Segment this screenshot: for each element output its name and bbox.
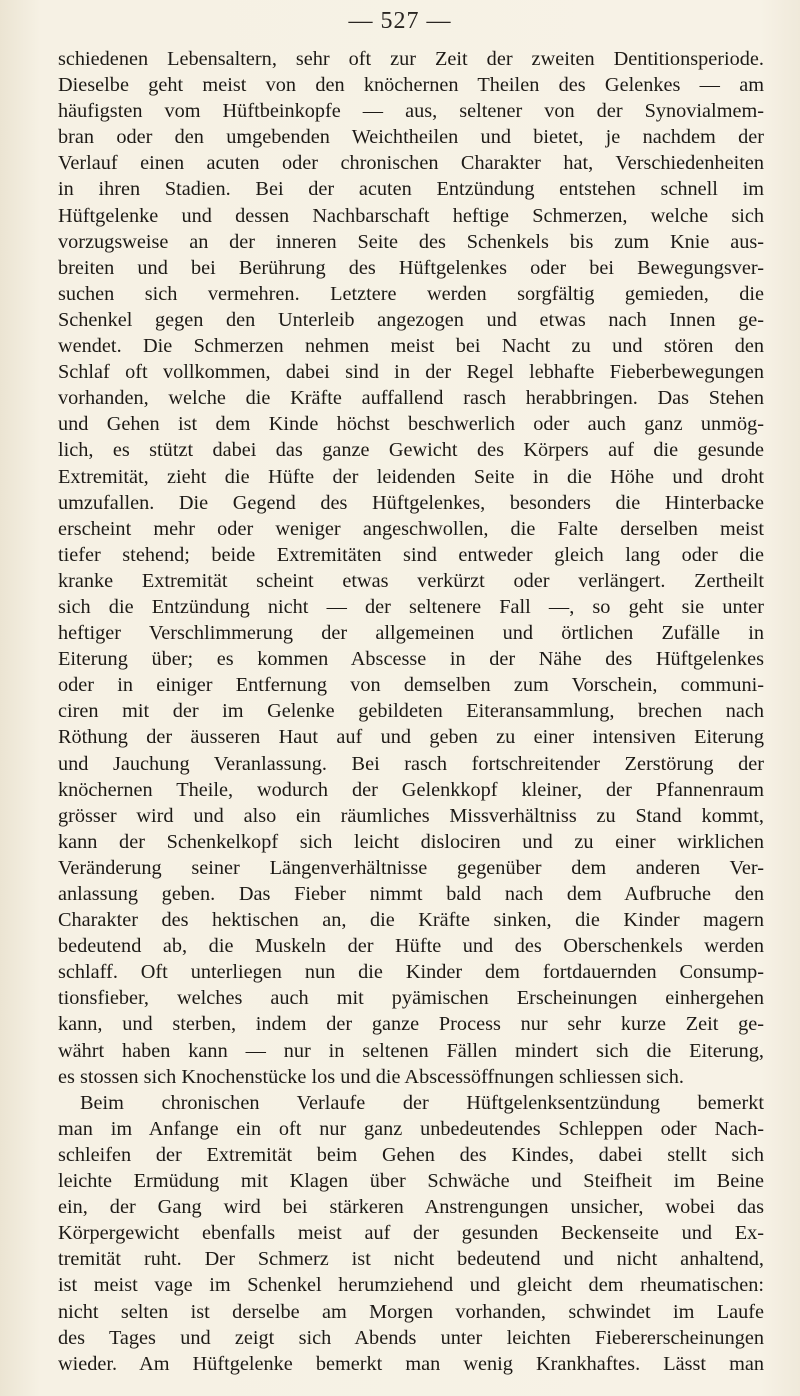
text-line: Körpergewicht ebenfalls meist auf der gesunden Beckenseite und Ex- (58, 1222, 764, 1245)
text-line: leichte Ermüdung mit Klagen über Schwäche und Steifheit im Beine (58, 1170, 764, 1193)
text-line: kann der Schenkelkopf sich leicht dislociren und zu einer wirklichen (58, 830, 764, 853)
text-line: anlassung geben. Das Fieber nimmt bald nach dem Aufbruche den (58, 883, 764, 905)
text-line: ein, der Gang wird bei stärkeren Anstrengungen unsicher, wobei das (58, 1196, 764, 1219)
text-line: wendet. Die Schmerzen nehmen meist bei Nacht zu und stören den (58, 335, 764, 358)
text-line: heftiger Verschlimmerung der allgemeinen und örtlichen Zufälle in (58, 622, 764, 645)
text-line: umzufallen. Die Gegend des Hüftgelenkes, besonders die Hinterbacke (58, 491, 764, 514)
text-line: tremität ruht. Der Schmerz ist nicht bedeutend und nicht anhaltend, (58, 1248, 764, 1271)
text-line: häufigsten vom Hüftbeinkopfe — aus, seltener von der Synovialmem- (58, 100, 764, 123)
text-line: tiefer stehend; beide Extremitäten sind entweder gleich lang oder die (58, 543, 764, 566)
text-line: suchen sich vermehren. Letztere werden sorgfältig gemieden, die (58, 282, 764, 305)
text-line: Charakter des hektischen an, die Kräfte sinken, die Kinder magern (58, 909, 764, 932)
text-line: währt haben kann — nur in seltenen Fällen mindert sich die Eiterung, (58, 1039, 764, 1062)
text-line: vorhanden, welche die Kräfte auffallend rasch herabbringen. Das Stehen (58, 387, 764, 410)
text-line: Röthung der äusseren Haut auf und geben zu einer intensiven Eiterung (58, 726, 764, 749)
text-line: grösser wird und also ein räumliches Missverhältniss zu Stand kommt, (58, 804, 764, 827)
text-line: schlaff. Oft unterliegen nun die Kinder dem fortdauernden Consump- (58, 961, 764, 984)
text-line: Eiterung über; es kommen Abscesse in der Nähe des Hüftgelenkes (58, 648, 764, 671)
text-line: oder in einiger Entfernung von demselben zum Vorschein, communi- (58, 674, 764, 697)
text-line: es stossen sich Knochenstücke los und die Abscessöffnungen schliessen sich. (58, 1065, 684, 1088)
text-line: wieder. Am Hüftgelenke bemerkt man wenig Krankhaftes. Lässt man (58, 1352, 764, 1375)
text-line: tionsfieber, welches auch mit pyämischen Erscheinungen einhergehen (58, 987, 764, 1010)
text-line: vorzugsweise an der inneren Seite des Schenkels bis zum Knie aus- (58, 230, 764, 253)
text-line: lich, es stützt dabei das ganze Gewicht des Körpers auf die gesunde (58, 439, 764, 462)
text-line: des Tages und zeigt sich Abends unter leichten Fiebererscheinungen (58, 1326, 764, 1349)
text-line: in ihren Stadien. Bei der acuten Entzündung entstehen schnell im (58, 178, 764, 201)
body-text (58, 46, 764, 1377)
text-line: bran oder den umgebenden Weichtheilen und bietet, je nachdem der (58, 126, 764, 149)
text-line: Schlaf oft vollkommen, dabei sind in der Regel lebhafte Fieberbewegungen (58, 361, 764, 384)
page-number: — 527 — (348, 8, 452, 34)
text-line: Beim chronischen Verlaufe der Hüftgelenksentzündung bemerkt (80, 1091, 764, 1114)
text-line: kranke Extremität scheint etwas verkürzt oder verlängert. Zertheilt (58, 569, 764, 592)
text-line: sich die Entzündung nicht — der seltenere Fall —, so geht sie unter (58, 595, 764, 618)
text-line: ciren mit der im Gelenke gebildeten Eiteransammlung, brechen nach (58, 700, 764, 723)
text-line: breiten und bei Berührung des Hüftgelenkes oder bei Bewegungsver- (58, 256, 764, 279)
text-line: Dieselbe geht meist von den knöchernen Theilen des Gelenkes — am (58, 74, 764, 97)
text-line: Veränderung seiner Längenverhältnisse gegenüber dem anderen Ver- (58, 856, 764, 879)
text-line: Hüftgelenke und dessen Nachbarschaft heftige Schmerzen, welche sich (58, 204, 764, 227)
text-line: Verlauf einen acuten oder chronischen Charakter hat, Verschiedenheiten (58, 152, 764, 175)
text-line: kann, und sterben, indem der ganze Process nur sehr kurze Zeit ge- (58, 1013, 764, 1036)
text-line: schleifen der Extremität beim Gehen des Kindes, dabei stellt sich (58, 1143, 764, 1166)
text-line: erscheint mehr oder weniger angeschwollen, die Falte derselben meist (58, 517, 764, 540)
text-line: nicht selten ist derselbe am Morgen vorhanden, schwindet im Laufe (58, 1300, 764, 1323)
text-line: knöchernen Theile, wodurch der Gelenkkopf kleiner, der Pfannenraum (58, 778, 764, 801)
text-line: schiedenen Lebensaltern, sehr oft zur Zeit der zweiten Dentitionsperiode. (58, 48, 764, 70)
text-line: und Jauchung Veranlassung. Bei rasch fortschreitender Zerstörung der (58, 752, 764, 775)
text-line: Schenkel gegen den Unterleib angezogen und etwas nach Innen ge- (58, 308, 764, 331)
text-line: bedeutend ab, die Muskeln der Hüfte und des Oberschenkels werden (58, 935, 764, 958)
text-line: man im Anfange ein oft nur ganz unbedeutendes Schleppen oder Nach- (58, 1117, 764, 1140)
text-line: ist meist vage im Schenkel herumziehend und gleicht dem rheumatischen: (58, 1274, 764, 1297)
text-line: Extremität, zieht die Hüfte der leidenden Seite in die Höhe und droht (58, 465, 764, 488)
text-line: und Gehen ist dem Kinde höchst beschwerlich oder auch ganz unmög- (58, 413, 764, 436)
